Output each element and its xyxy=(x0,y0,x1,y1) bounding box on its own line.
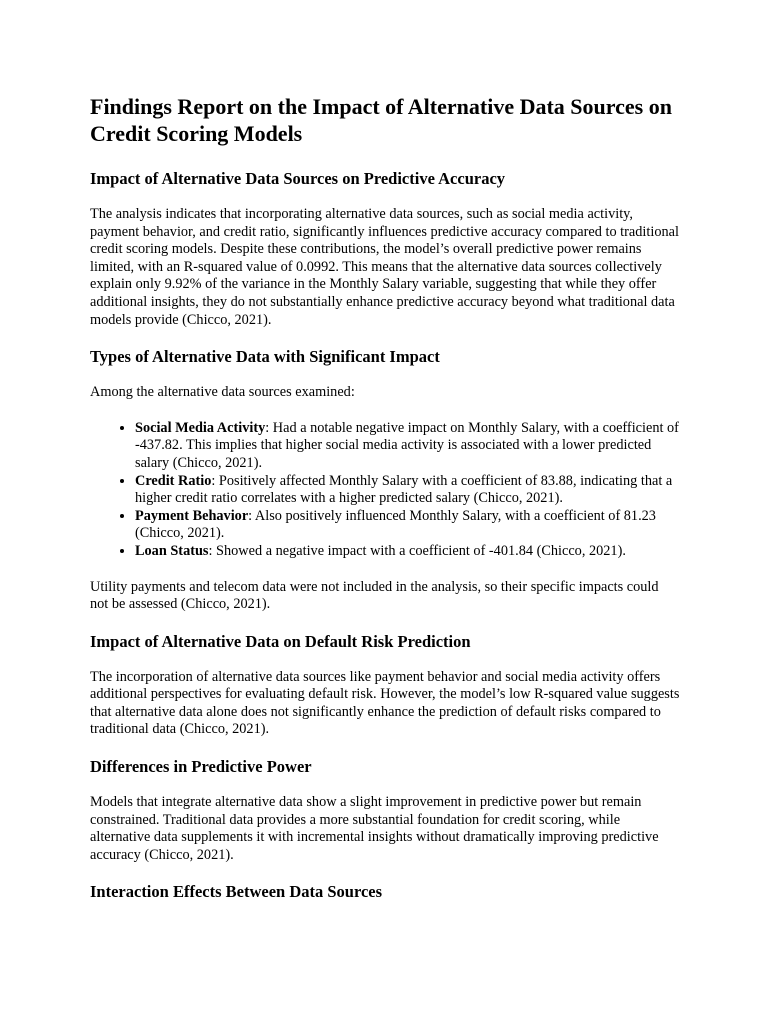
section-heading-significant-impact: Types of Alternative Data with Significant Impact xyxy=(90,347,440,367)
list-item xyxy=(135,420,680,473)
paragraph-default-risk: The incorporation of alternative data sources like payment behavior and social media activity offers additional perspectives for evaluating default risk. However, the model’s low R-squared value suggests that alternative data alone does not significantly enhance the prediction of default risks compared to traditional data (Chicco, 2021). xyxy=(90,668,680,738)
paragraph-intro-alternative-sources: Among the alternative data sources examined: xyxy=(90,384,355,401)
list-item xyxy=(135,473,680,508)
bullet-term: Payment Behavior xyxy=(135,507,249,524)
bullet-text: : Also positively influenced Monthly Salary, with a coefficient of 81.23 (Chicco, 2021). xyxy=(135,507,656,542)
document-title: Findings Report on the Impact of Alternative Data Sources on Credit Scoring Models xyxy=(90,94,672,146)
paragraph-predictive-power: Models that integrate alternative data show a slight improvement in predictive power but remain constrained. Traditional data provides a more substantial foundation for credit scoring, while alternative data supplements it with incremental insights without dramatically improving predictive accuracy (Chicco, 2021). xyxy=(90,794,659,863)
paragraph-utility-telecom: Utility payments and telecom data were not included in the analysis, so their specific impacts could not be assessed (Chicco, 2021). xyxy=(90,578,659,613)
bullet-term: Social Media Activity xyxy=(135,419,266,436)
section-heading-predictive-power: Differences in Predictive Power xyxy=(90,757,312,777)
paragraph-predictive-accuracy: The analysis indicates that incorporating alternative data sources, such as social media activity, payment behavior, and credit ratio, significantly influences predictive accuracy compared to traditional credit scoring models. Despite these contributions, the model’s overall predictive power remains limited, with an R-squared value of 0.0992. This means that the alternative data sources collectively explain only 9.92% of the variance in the Monthly Salary variable, suggesting that while they offer additional insights, they do not substantially enhance predictive accuracy beyond what traditional data models provide (Chicco, 2021). xyxy=(90,206,679,328)
list-item xyxy=(135,543,680,561)
bullet-term: Loan Status xyxy=(135,542,209,559)
bullet-text: : Had a notable negative impact on Monthly Salary, with a coefficient of -437.82. This implies that higher social media activity is associated with a lower predicted salary (Chicco, 2021). xyxy=(135,419,679,471)
document-page xyxy=(90,93,680,919)
bullet-list-alternative-data xyxy=(90,420,680,561)
section-heading-predictive-accuracy: Impact of Alternative Data Sources on Predictive Accuracy xyxy=(90,169,506,188)
section-heading-default-risk: Impact of Alternative Data on Default Risk Prediction xyxy=(90,631,471,651)
bullet-text: : Showed a negative impact with a coefficient of -401.84 (Chicco, 2021). xyxy=(208,542,626,559)
bullet-term: Credit Ratio xyxy=(135,472,212,489)
list-item xyxy=(135,508,680,543)
bullet-text: : Positively affected Monthly Salary with a coefficient of 83.88, indicating that a higher credit ratio correlates with a higher predicted salary (Chicco, 2021). xyxy=(135,472,673,507)
section-heading-interaction-effects: Interaction Effects Between Data Sources xyxy=(90,882,383,902)
